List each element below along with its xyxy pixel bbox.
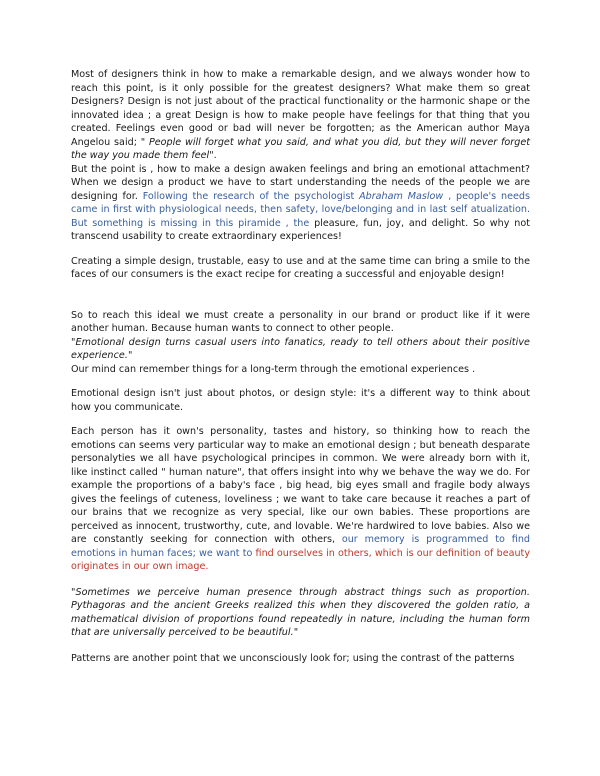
text-run: , people's needs came in first with physiological needs, then safety, love/belonging and in last self atualization. But something is missing in this piramide , the — [71, 190, 530, 229]
text-run: pleasure, fun, joy, and delight. So why not transcend usability to create extraordinary experiences! — [71, 217, 530, 242]
paragraph-personality — [71, 309, 530, 377]
beauty-highlight: find ourselves in others, which is our definition of beauty originates in our own image. — [71, 547, 530, 572]
emotional-design-quote: "Emotional design turns casual users into fanatics, ready to tell others about their positive experience." — [71, 336, 530, 361]
golden-ratio-quote: "Sometimes we perceive human presence through abstract things such as proportion. Pythagoras and the ancient Greeks realized this when they discovered the golden ratio, a mathematical division of proportions found repeatedly in nature, including the human form that are universally perceived to be beautiful." — [71, 586, 530, 638]
maya-angelou-quote: People will forget what you said, and what you did, but they will never forget the way you made them feel — [71, 136, 530, 161]
paragraph-patterns: Patterns are another point that we unconsciously look for; using the contrast of the patterns — [71, 652, 515, 664]
text-run: Following the research of the psychologist — [142, 190, 360, 202]
text-run: So to reach this ideal we must create a personality in our brand or product like if it were another human. Because human wants to connect to other people. — [71, 309, 530, 334]
text-run: Each person has it own's personality, tastes and history, so thinking how to reach the emotions can seems very particular way to make an emotional design ; but beneath desparate personalyties we all have psychological principes in common. We were already born with it, like instinct called " human nature", that offers insight into why we behave the way we do. For example the proportions of a baby's face , big head, big eyes small and fragile body always gives the feelings of cuteness, loveliness ; we want to take care because it reaches a part of our brains that we recognize as very special, like our own babies. These proportions are perceived as innocent, trustworthy, cute, and lovable. We're hardwired to love babies. Also we are constantly seeking for connection with others, — [71, 426, 530, 545]
paragraph-designers-intro — [71, 68, 530, 244]
text-run: Most of designers think in how to make a remarkable design, and we always wonder how to reach this point, is it only possible for the greatest designers? What make them so great Designers? Design is not just about of the practical functionality or the harmonic shape or the innovated idea ; a great Design is how to make people have feelings for that thing that you created. Feelings even good or bad will never be forgotten; as the American author Maya Angelou said; " — [71, 69, 530, 148]
paragraph-human-nature — [71, 425, 530, 574]
paragraph-simple-design: Creating a simple design, trustable, easy to use and at the same time can bring a smile to the faces of our consumers is the exact recipe for creating a successful and enjoyable design! — [71, 255, 530, 280]
memory-highlight: our memory is programmed to find emotions in human faces; we want to — [71, 534, 530, 559]
text-run: Our mind can remember things for a long-term through the emotional experiences . — [71, 363, 476, 375]
maslow-name: Abraham Maslow — [359, 190, 444, 202]
text-run: But the point is , how to make a design awaken feelings and bring an emotional attachment? When we design a product we have to start understanding the needs of the people we are designing for. — [71, 163, 530, 202]
paragraph-communication: Emotional design isn't just about photos, or design style: it's a different way to think about how you communicate. — [71, 388, 530, 413]
text-run: ". — [209, 150, 217, 161]
